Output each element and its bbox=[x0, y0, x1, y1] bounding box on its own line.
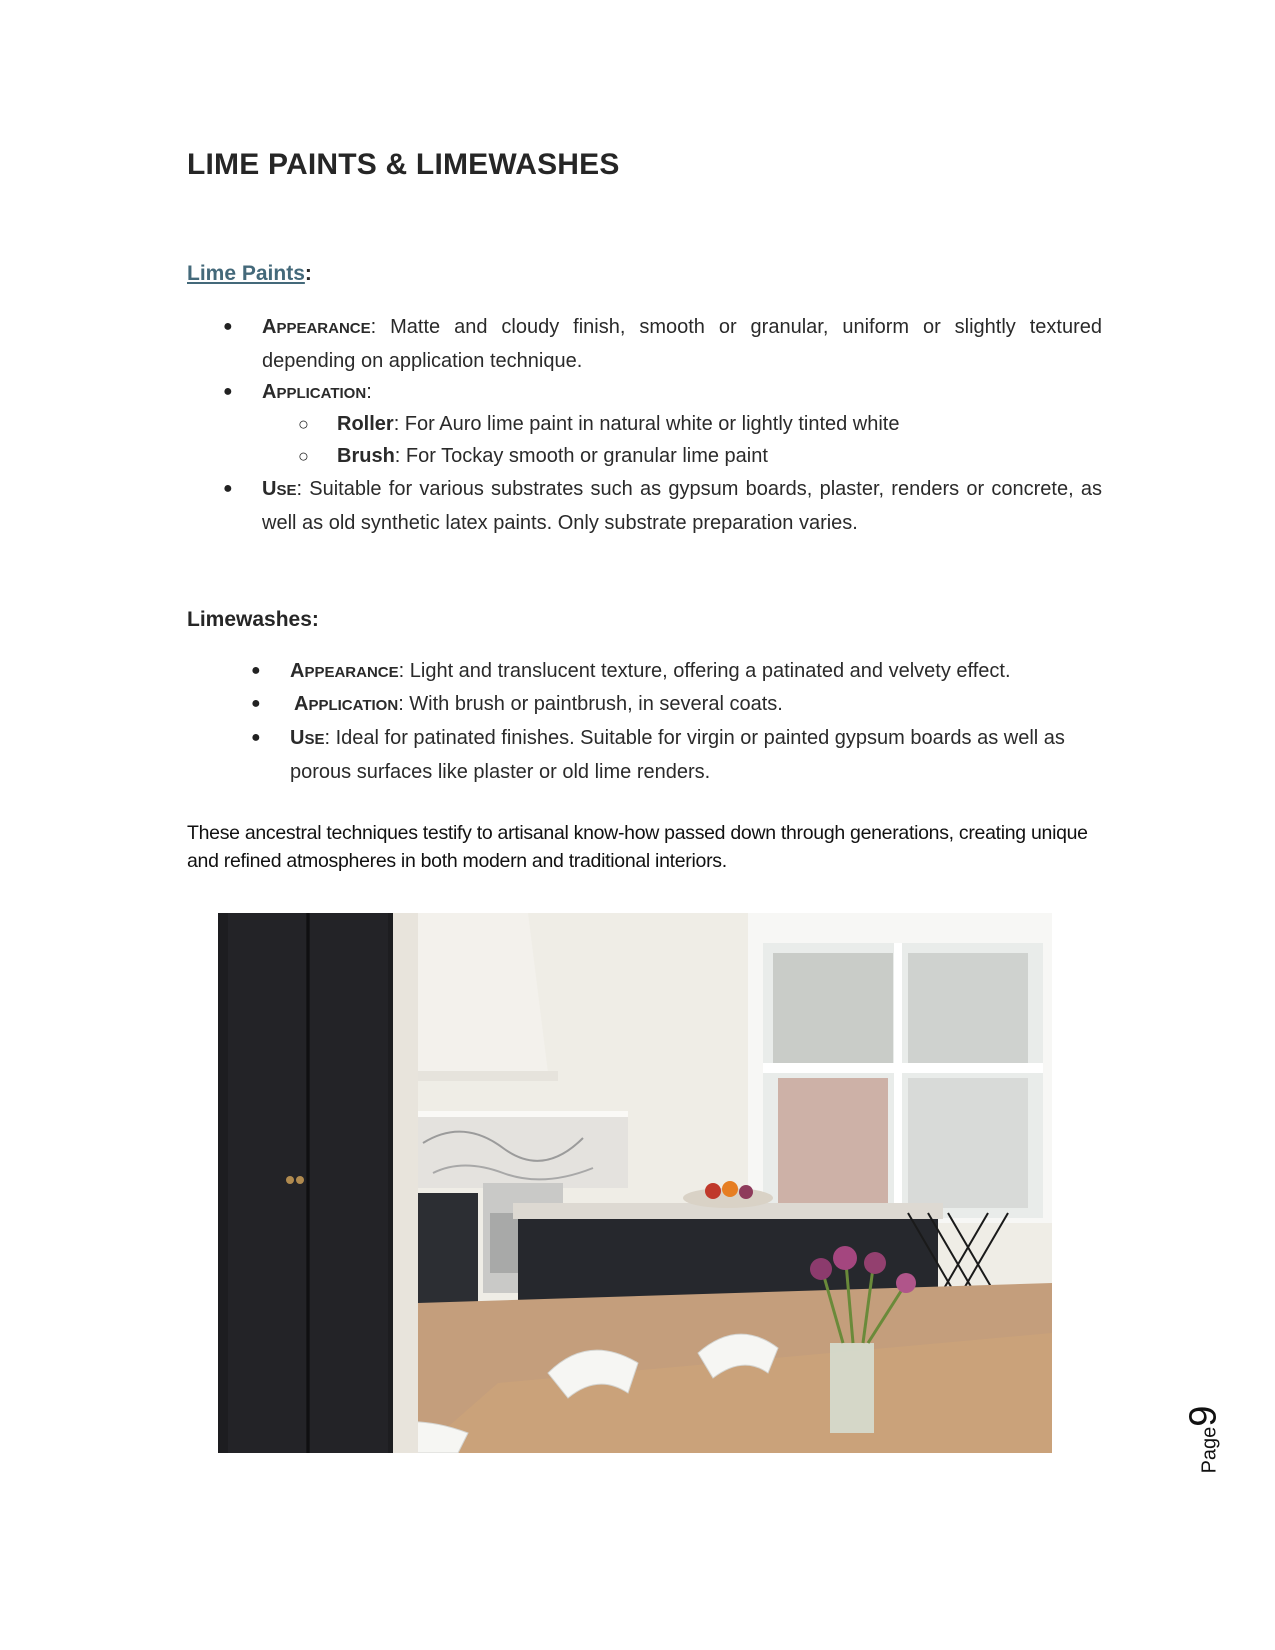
kitchen-photo bbox=[218, 913, 1052, 1453]
bullet-icon: ● bbox=[223, 383, 233, 400]
lime-paints-roller: Roller: For Auro lime paint in natural white or lightly tinted white bbox=[337, 413, 900, 435]
bullet-icon: ● bbox=[251, 729, 261, 746]
lime-paints-link[interactable]: Lime Paints bbox=[187, 262, 305, 285]
page-title: LIME PAINTS & LIMEWASHES bbox=[187, 148, 620, 181]
page-number: Page9 bbox=[1182, 1405, 1225, 1474]
circle-bullet-icon: ○ bbox=[298, 414, 309, 434]
limewashes-appearance: APPEARANCE: Light and translucent texture, offering a patinated and velvety effect. bbox=[290, 660, 1011, 682]
lime-paints-application: APPLICATION: bbox=[262, 381, 372, 403]
bullet-icon: ● bbox=[223, 318, 233, 335]
bullet-icon: ● bbox=[251, 662, 261, 679]
lime-paints-appearance: APPEARANCE: Matte and cloudy finish, smooth or granular, uniform or slightly textured depending on application technique. bbox=[262, 316, 1102, 372]
lime-paints-use: USE: Suitable for various substrates such as gypsum boards, plaster, renders or concrete, as well as old synthetic latex paints. Only substrate preparation varies. bbox=[262, 478, 1102, 534]
limewashes-use: USE: Ideal for patinated finishes. Suitable for virgin or painted gypsum boards as well as porous surfaces like plaster or old lime renders. bbox=[290, 727, 1065, 783]
lime-paints-heading: Lime Paints: bbox=[187, 262, 312, 285]
closing-paragraph: These ancestral techniques testify to artisanal know-how passed down through generations, creating unique and refined atmospheres in both modern and traditional interiors. bbox=[187, 822, 1088, 872]
bullet-icon: ● bbox=[251, 695, 261, 712]
bullet-icon: ● bbox=[223, 480, 233, 497]
lime-paints-brush: Brush: For Tockay smooth or granular lime paint bbox=[337, 445, 768, 467]
limewashes-application: APPLICATION: With brush or paintbrush, in several coats. bbox=[294, 693, 783, 715]
limewashes-heading: Limewashes: bbox=[187, 608, 319, 631]
circle-bullet-icon: ○ bbox=[298, 446, 309, 466]
